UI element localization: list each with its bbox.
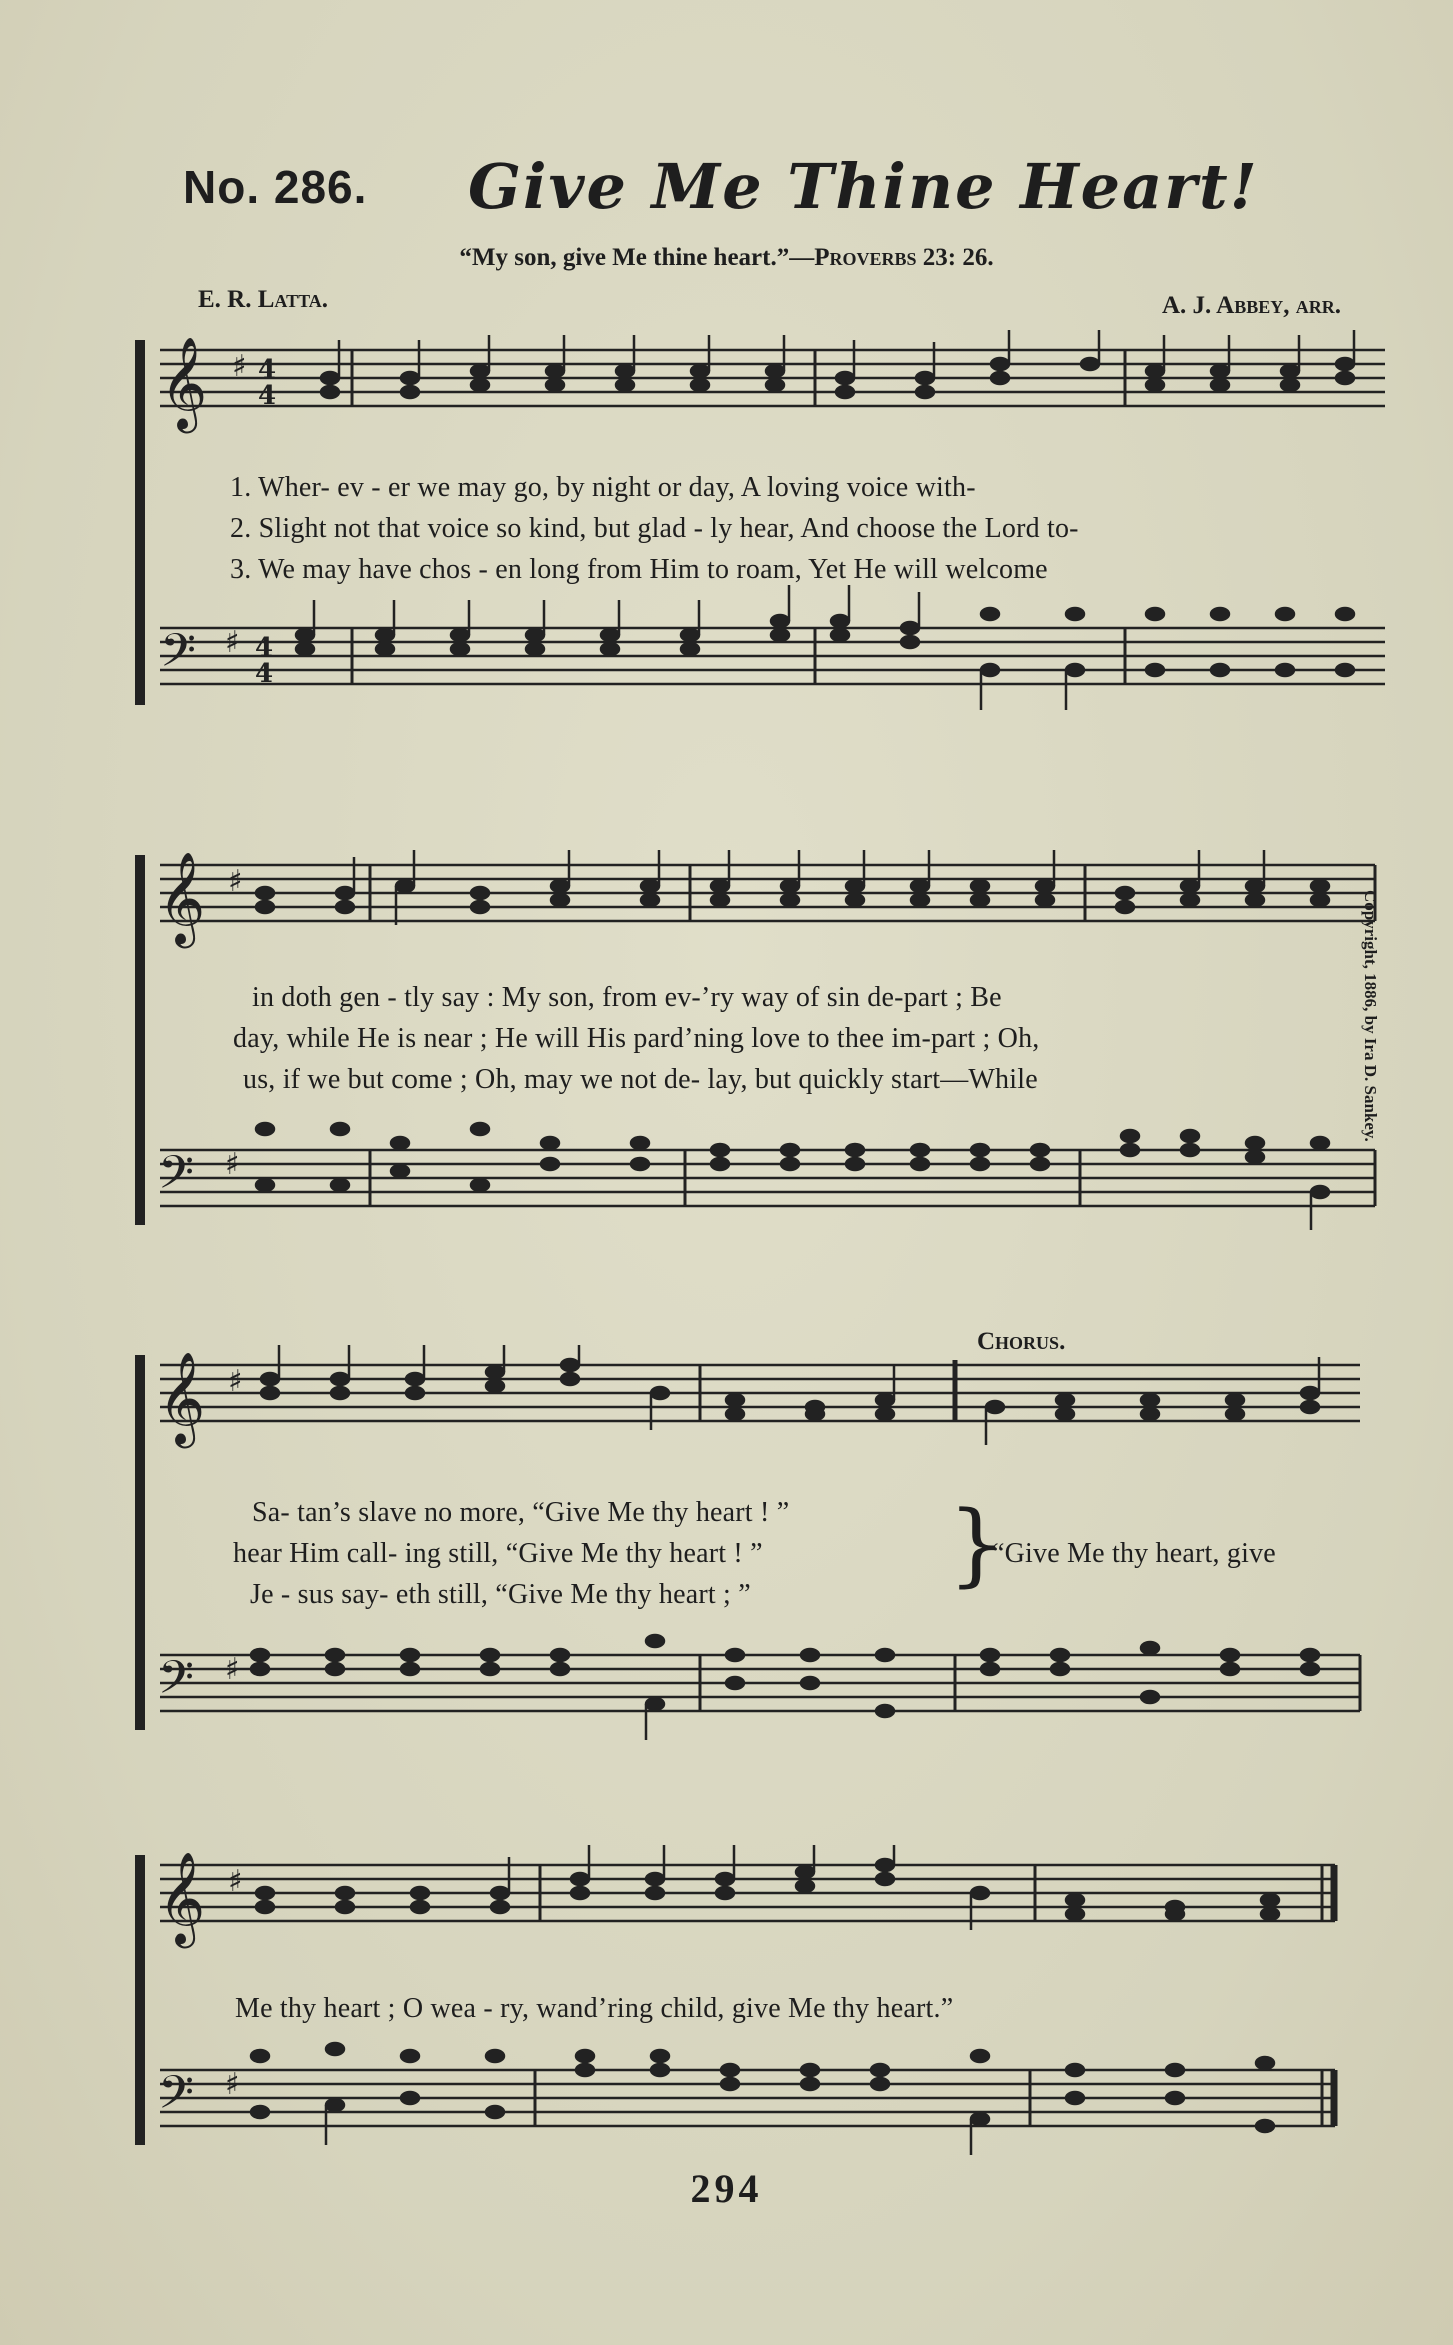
system-3-lyric-verse-3: Je - sus say- eth still, “Give Me thy heart ; ” xyxy=(250,1579,751,1610)
copyright-notice: Copyright, 1886, by Ira D. Sankey. xyxy=(1361,890,1380,1142)
hymn-number: No. 286. xyxy=(183,161,368,213)
bass-clef-icon: 𝄢 xyxy=(160,624,197,689)
bass-clef-icon: 𝄢 xyxy=(158,1651,195,1716)
svg-text:♯: ♯ xyxy=(225,625,240,660)
system-2-lyric-verse-2: day, while He is near ; He will His pard’ning love to thee im-part ; Oh, xyxy=(233,1023,1040,1054)
composer-credit: A. J. Abbey, arr. xyxy=(1162,292,1341,319)
epigraph-text: “My son, give Me thine heart.”— xyxy=(459,244,815,271)
system-3-lyric-verse-2: hear Him call- ing still, “Give Me thy heart ! ” xyxy=(233,1538,763,1569)
page-number: 294 xyxy=(690,2166,763,2211)
hymn-title: Give Me Thine Heart! xyxy=(468,150,1259,223)
treble-clef-icon: 𝄞 xyxy=(158,1351,206,1444)
lyricist-credit: E. R. Latta. xyxy=(198,286,328,313)
system-1-lyric-verse-2: 2. Slight not that voice so kind, but glad - ly hear, And choose the Lord to- xyxy=(230,513,1079,544)
treble-clef-icon: 𝄞 xyxy=(160,336,208,429)
svg-text:♯: ♯ xyxy=(232,349,247,384)
svg-text:♯: ♯ xyxy=(225,1147,240,1182)
epigraph xyxy=(0,244,1453,272)
svg-text:♯: ♯ xyxy=(228,864,243,899)
treble-clef-icon: 𝄞 xyxy=(158,851,206,944)
svg-text:4: 4 xyxy=(255,659,274,689)
bass-clef-icon: 𝄢 xyxy=(158,2066,195,2131)
bass-clef-icon: 𝄢 xyxy=(158,1146,195,1211)
chorus-lyric: “Give Me thy heart, give xyxy=(992,1538,1276,1569)
epigraph-reference: Proverbs 23: 26. xyxy=(814,244,994,271)
treble-clef-icon: 𝄞 xyxy=(158,1851,206,1944)
system-1-lyric-verse-3: 3. We may have chos - en long from Him to roam, Yet He will welcome xyxy=(230,554,1048,585)
verse-brace-icon: } xyxy=(948,1492,1006,1597)
svg-text:♯: ♯ xyxy=(225,2067,240,2102)
system-4-lyric: Me thy heart ; O wea - ry, wand’ring child, give Me thy heart.” xyxy=(235,1993,954,2024)
svg-text:♯: ♯ xyxy=(228,1864,243,1899)
chorus-label: Chorus. xyxy=(977,1328,1066,1355)
bass-notes xyxy=(296,585,1354,710)
svg-text:4: 4 xyxy=(258,381,277,411)
svg-text:4: 4 xyxy=(255,633,274,663)
system-2-lyric-verse-3: us, if we but come ; Oh, may we not de- lay, but quickly start—While xyxy=(243,1064,1038,1095)
svg-text:4: 4 xyxy=(258,355,277,385)
svg-text:♯: ♯ xyxy=(228,1364,243,1399)
system-2-lyric-verse-1: in doth gen - tly say : My son, from ev-’ry way of sin de-part ; Be xyxy=(252,982,1002,1013)
system-1-lyric-verse-1: 1. Wher- ev - er we may go, by night or day, A loving voice with- xyxy=(230,472,976,503)
svg-text:♯: ♯ xyxy=(225,1652,240,1687)
system-3-lyric-verse-1: Sa- tan’s slave no more, “Give Me thy heart ! ” xyxy=(252,1497,790,1528)
